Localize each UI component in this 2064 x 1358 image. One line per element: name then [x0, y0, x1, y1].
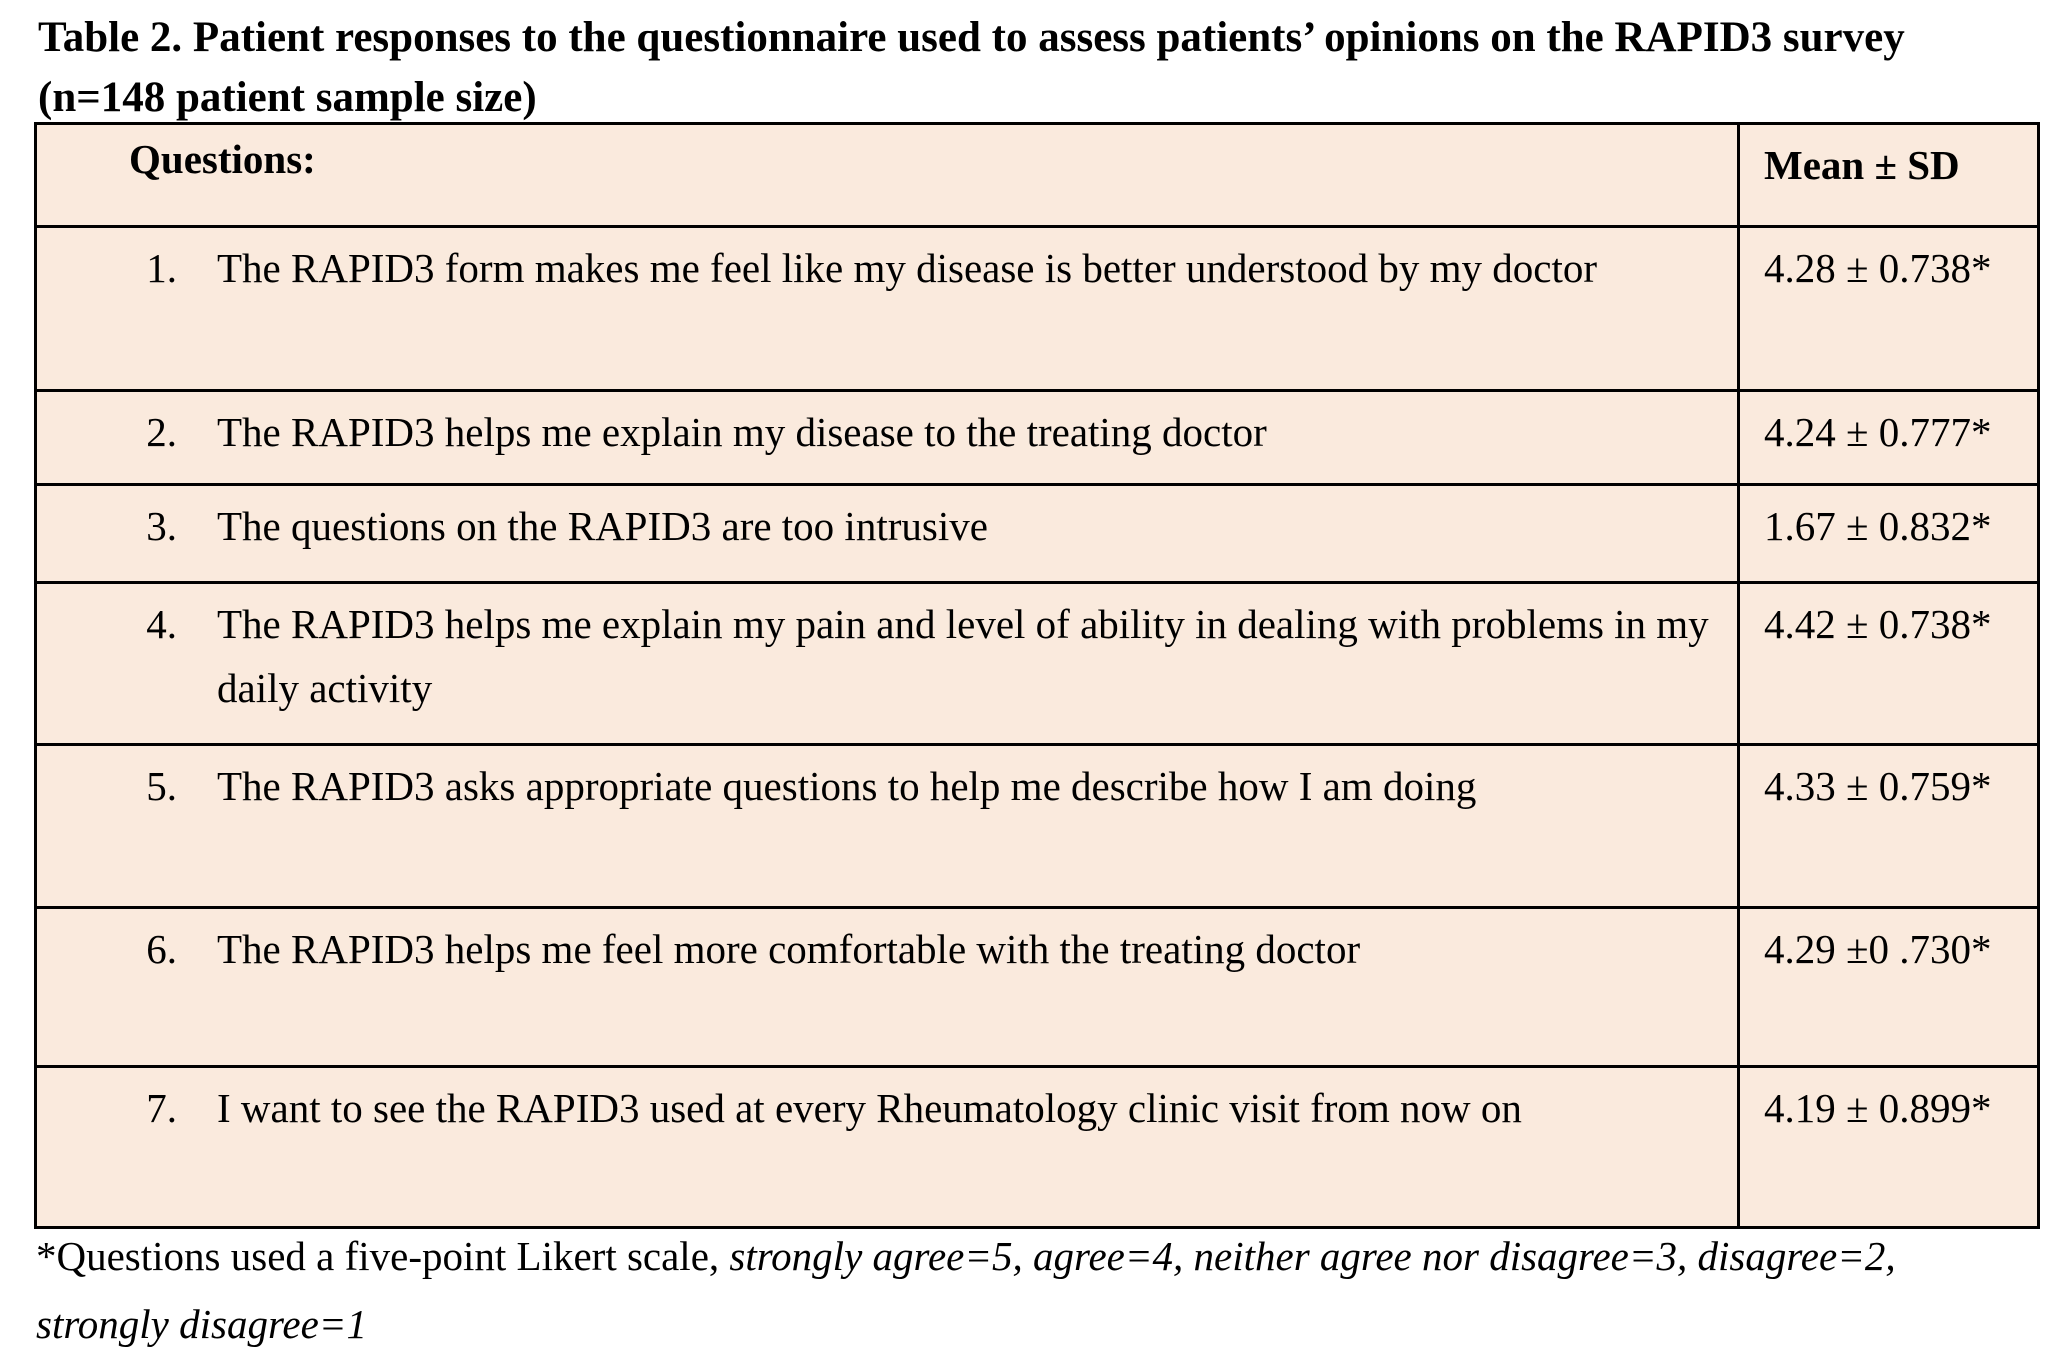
- question-number: 5.: [146, 763, 177, 809]
- footnote-scale: strongly agree=5, agree=4, neither agree nor disagree=3, disagree=2, strongly disagree=1: [36, 1233, 1896, 1347]
- question-number: 2.: [146, 409, 177, 455]
- question-number: 3.: [146, 503, 177, 549]
- table-row: [36, 485, 2039, 583]
- mean-sd-value: 4.24 ± 0.777*: [1739, 391, 2039, 485]
- question-number: 6.: [146, 926, 177, 972]
- header-mean-sd: Mean ± SD: [1739, 124, 2039, 227]
- mean-sd-value: 1.67 ± 0.832*: [1739, 485, 2039, 583]
- table-row: [36, 1067, 2039, 1228]
- mean-sd-value: 4.42 ± 0.738*: [1739, 583, 2039, 745]
- mean-sd-value: 4.28 ± 0.738*: [1739, 227, 2039, 391]
- question-text: The RAPID3 asks appropriate questions to help me describe how I am doing: [217, 763, 1477, 809]
- question-text: The RAPID3 helps me feel more comfortable with the treating doctor: [217, 926, 1361, 972]
- question-text: The RAPID3 helps me explain my disease to the treating doctor: [217, 409, 1267, 455]
- question-text: I want to see the RAPID3 used at every Rheumatology clinic visit from now on: [217, 1085, 1522, 1131]
- table-row: [36, 745, 2039, 908]
- table-row: [36, 391, 2039, 485]
- table-caption: Table 2. Patient responses to the questionnaire used to assess patients’ opinions on the RAPID3 survey (n=148 patient sample size): [38, 14, 1905, 121]
- mean-sd-value: 4.33 ± 0.759*: [1739, 745, 2039, 908]
- mean-sd-value: 4.29 ±0 .730*: [1739, 908, 2039, 1067]
- table-row: [36, 227, 2039, 391]
- question-number: 7.: [146, 1085, 177, 1131]
- footnote-text: *Questions used a five-point Likert scale,: [36, 1233, 730, 1279]
- responses-table: [34, 122, 2040, 1229]
- mean-sd-value: 4.19 ± 0.899*: [1739, 1067, 2039, 1228]
- question-text: The RAPID3 form makes me feel like my disease is better understood by my doctor: [217, 245, 1598, 291]
- table-row: [36, 908, 2039, 1067]
- table-row: [36, 583, 2039, 745]
- question-text: The RAPID3 helps me explain my pain and level of ability in dealing with problems in my daily activity: [217, 601, 1709, 711]
- question-number: 4.: [146, 601, 177, 647]
- question-text: The questions on the RAPID3 are too intrusive: [217, 503, 988, 549]
- table-footnote: [36, 1222, 2036, 1358]
- table-header-row: [36, 124, 2039, 227]
- question-number: 1.: [146, 245, 177, 291]
- header-questions: Questions:: [36, 124, 1739, 227]
